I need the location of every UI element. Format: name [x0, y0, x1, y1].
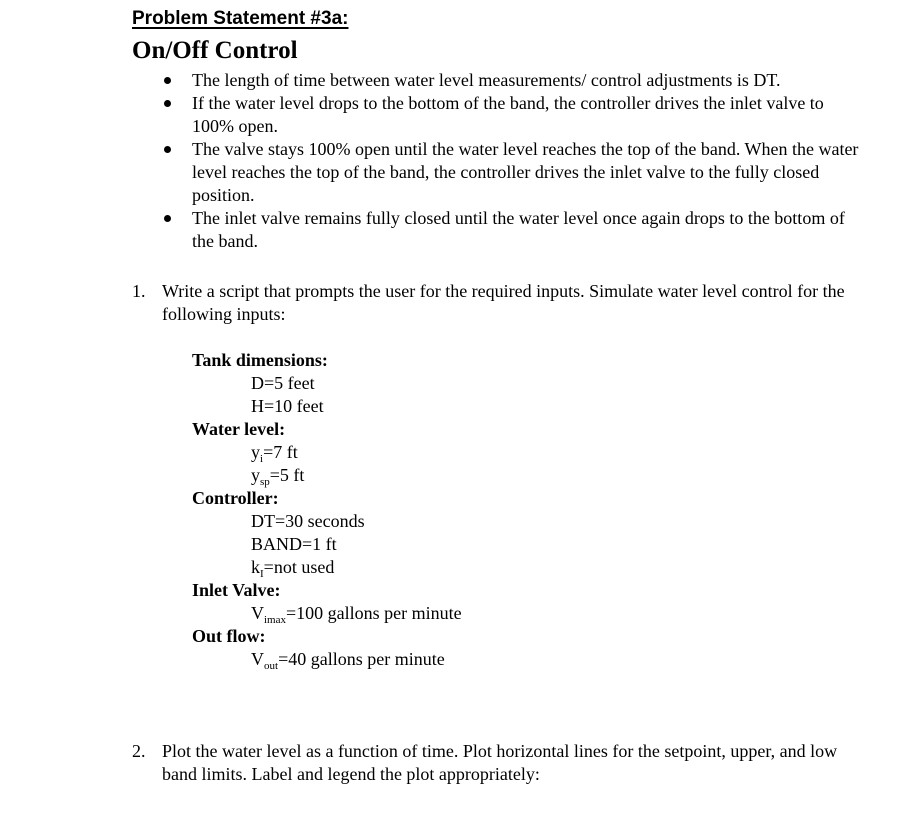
ysp-symbol: y	[251, 465, 260, 485]
bullet-text: The valve stays 100% open until the water level reaches the top of the band. When the water level reaches the top of the band, the controller drives the inlet valve to the fully closed position.	[192, 139, 859, 205]
controller-heading: Controller:	[192, 488, 279, 508]
bullet-text: The length of time between water level measurements/ control adjustments is DT.	[192, 70, 781, 90]
task-text: Plot the water level as a function of time. Plot horizontal lines for the setpoint, upper, and low band limits. Label and legend the plot appropriately:	[162, 741, 838, 784]
ki-value: =not used	[263, 557, 335, 577]
bullet-list	[150, 69, 870, 253]
vout-subscript: out	[264, 660, 279, 672]
task-2	[132, 740, 872, 786]
task-number: 1.	[132, 281, 146, 301]
vimax-subscript: imax	[264, 614, 286, 626]
controller-dt: DT=30 seconds	[251, 511, 365, 531]
yi-symbol: y	[251, 442, 260, 462]
bullet-icon	[164, 146, 171, 153]
yi-subscript: i	[260, 453, 264, 465]
controller-ki	[192, 556, 692, 579]
vout-value: =40 gallons per minute	[278, 649, 445, 669]
bullet-icon	[164, 77, 171, 84]
outflow-heading: Out flow:	[192, 626, 266, 646]
ki-subscript: I	[260, 568, 264, 580]
inlet-valve-heading: Inlet Valve:	[192, 580, 281, 600]
problem-statement-heading: Problem Statement #3a:	[132, 8, 349, 29]
task-text: Write a script that prompts the user for the required inputs. Simulate water level control for the following inputs:	[162, 281, 845, 324]
water-level-heading: Water level:	[192, 419, 286, 439]
ysp-value: =5 ft	[269, 465, 305, 485]
yi-value: =7 ft	[263, 442, 298, 462]
bullet-item	[150, 207, 870, 253]
bullet-icon	[164, 100, 171, 107]
outflow-rate	[192, 648, 692, 671]
controller-band: BAND=1 ft	[251, 534, 337, 554]
bullet-item	[150, 69, 870, 92]
page-title: On/Off Control	[132, 37, 298, 64]
tank-dimensions-heading: Tank dimensions:	[192, 350, 328, 370]
bullet-text: If the water level drops to the bottom of the band, the controller drives the inlet valve to 100% open.	[192, 93, 824, 136]
ki-symbol: k	[251, 557, 260, 577]
vimax-symbol: V	[251, 603, 264, 623]
input-parameters	[192, 349, 692, 671]
task-1	[132, 280, 872, 326]
task-number: 2.	[132, 741, 146, 761]
bullet-icon	[164, 215, 171, 222]
setpoint-level	[192, 464, 692, 487]
ysp-subscript: sp	[260, 476, 270, 488]
bullet-text: The inlet valve remains fully closed until the water level once again drops to the bottom of the band.	[192, 208, 845, 251]
bullet-item	[150, 138, 870, 207]
tank-height: H=10 feet	[251, 396, 324, 416]
tank-diameter: D=5 feet	[251, 373, 315, 393]
vout-symbol: V	[251, 649, 264, 669]
bullet-item	[150, 92, 870, 138]
vimax-value: =100 gallons per minute	[286, 603, 462, 623]
initial-level	[192, 441, 692, 464]
inlet-max-flow	[192, 602, 692, 625]
